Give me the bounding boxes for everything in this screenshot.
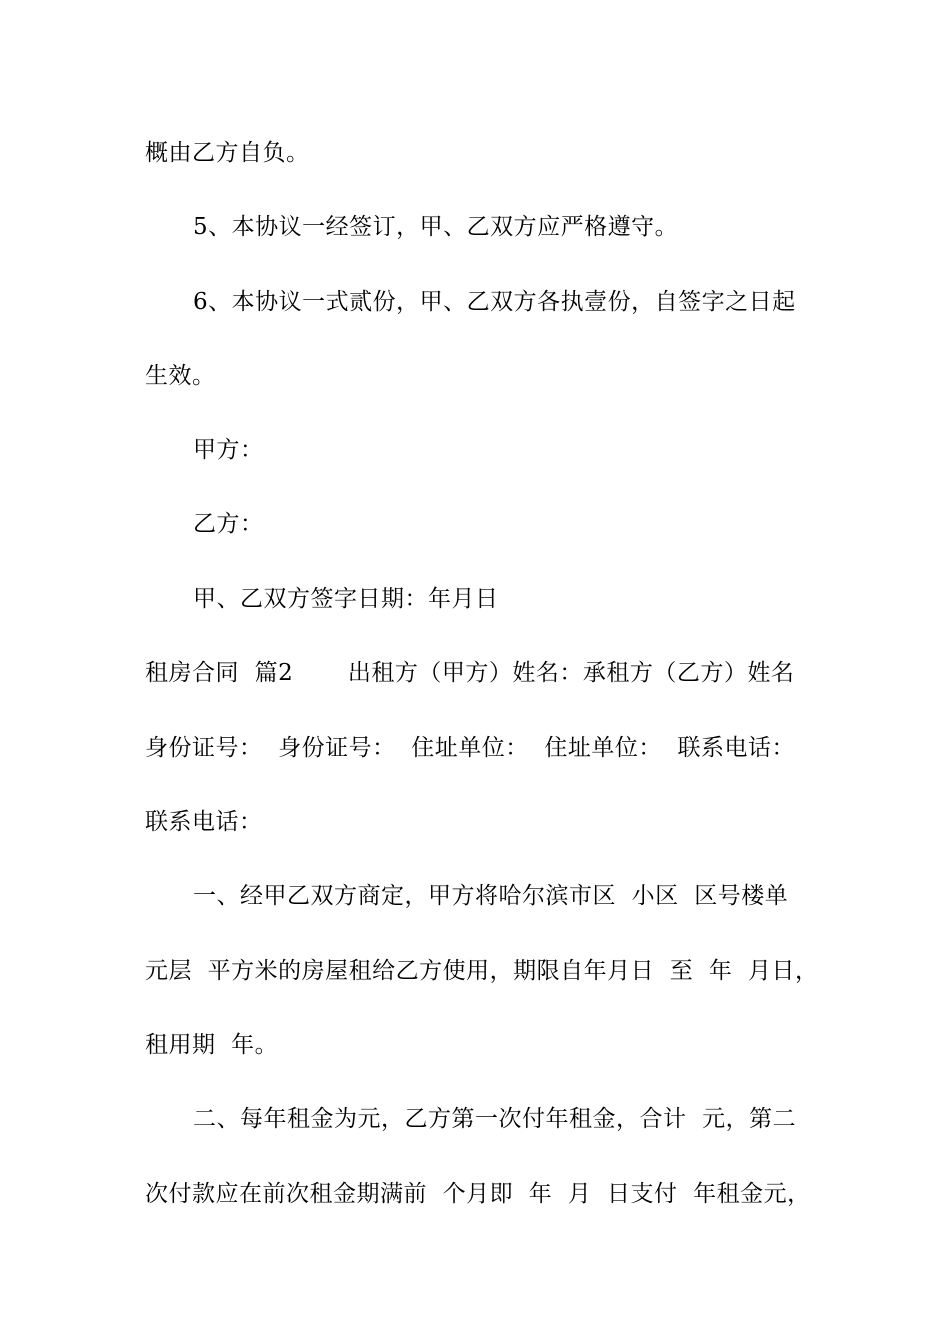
article-1: 一、经甲乙双方商定，甲方将哈尔滨市区 小区 区号楼单	[193, 883, 789, 909]
signing-date: 甲、乙双方签字日期：年月日	[193, 586, 499, 612]
text-line: 概由乙方自负。	[145, 140, 310, 166]
id-address-phone: 身份证号： 身份证号： 住址单位： 住址单位： 联系电话：	[145, 735, 795, 761]
article-2: 二、每年租金为元，乙方第一次付年租金，合计 元，第二	[193, 1106, 797, 1132]
clause-5: 5、本协议一经签订，甲、乙双方应严格遵守。	[193, 214, 679, 240]
party-a-label: 甲方：	[193, 437, 264, 463]
text-line: 租用期 年。	[145, 1032, 279, 1058]
clause-6: 6、本协议一式贰份，甲、乙双方各执壹份，自签字之日起	[193, 289, 796, 315]
text-line: 元层 平方米的房屋租给乙方使用，期限自年月日 至 年 月日，	[145, 958, 819, 984]
text-line: 生效。	[145, 363, 216, 389]
contract-heading: 租房合同 篇2 出租方（甲方）姓名：承租方（乙方）姓名	[145, 660, 795, 686]
text-line: 次付款应在前次租金期满前 个月即 年 月 日支付 年租金元，	[145, 1181, 811, 1207]
party-b-label: 乙方：	[193, 511, 264, 537]
text-line: 联系电话：	[145, 809, 263, 835]
